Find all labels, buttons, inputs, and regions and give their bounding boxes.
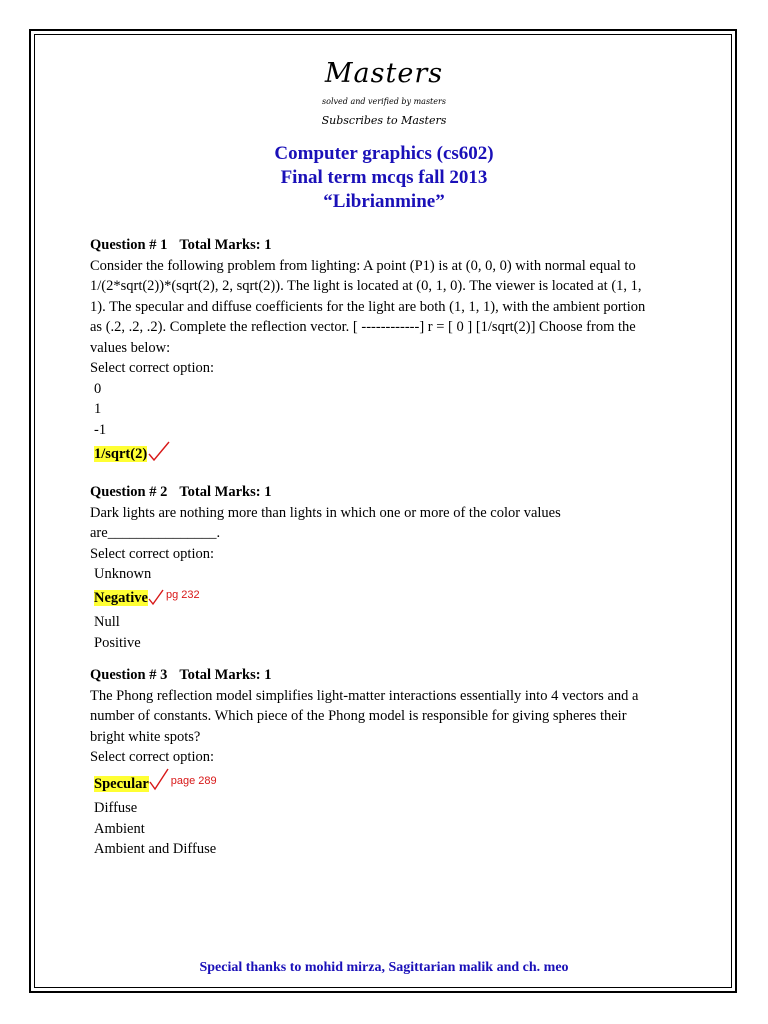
- question-2: [90, 482, 690, 653]
- question-marks: Total Marks: 1: [179, 237, 272, 253]
- option-correct: [90, 768, 690, 799]
- question-text-line: 1). The specular and diffuse coefficients for the light are both (1, 1, 1), with the ambient portion: [90, 298, 646, 315]
- question-text-line: values below:: [90, 339, 171, 356]
- option: Ambient: [94, 820, 145, 837]
- check-mark-icon: [148, 588, 164, 613]
- check-mark-icon: [147, 440, 171, 469]
- author-name: “Librianmine”: [323, 191, 445, 212]
- question-header: [90, 235, 690, 256]
- question-text-line: are_______________.: [90, 525, 221, 541]
- option: Positive: [94, 634, 141, 651]
- option: Unknown: [94, 566, 152, 582]
- question-text-line: The Phong reflection model simplifies light-matter interactions essentially into 4 vectors and a: [90, 687, 639, 704]
- question-number: Question # 3: [90, 667, 168, 683]
- page-reference-note: pg 232: [165, 588, 200, 601]
- question-3: [90, 665, 690, 860]
- question-marks: Total Marks: 1: [179, 484, 272, 500]
- option-correct: [90, 585, 690, 613]
- question-text-line: Consider the following problem from lighting: A point (P1) is at (0, 0, 0) with normal equal to: [90, 257, 636, 274]
- brand-subscribe-text: Subscribes to Masters: [321, 114, 447, 127]
- option: 1: [94, 401, 102, 417]
- option: Ambient and Diffuse: [94, 841, 217, 857]
- question-text-line: as (.2, .2, .2). Complete the reflection vector. [ ------------] r = [ 0 ] [1/sqrt(2)] Choose from the: [90, 319, 636, 335]
- course-title: Computer graphics (cs602): [274, 143, 494, 164]
- brand-subtitle: solved and verified by masters: [322, 97, 446, 106]
- exam-title: Final term mcqs fall 2013: [280, 167, 488, 188]
- question-1: [90, 235, 690, 469]
- select-prompt: Select correct option:: [90, 545, 215, 562]
- option: 0: [94, 380, 102, 397]
- footer-thanks: Special thanks to mohid mirza, Sagittarian malik and ch. meo: [199, 960, 569, 975]
- question-text-line: Dark lights are nothing more than lights in which one or more of the color values: [90, 504, 561, 521]
- question-number: Question # 1: [90, 237, 168, 253]
- option-correct: [90, 440, 690, 469]
- question-header: [90, 665, 690, 686]
- option: Null: [94, 614, 120, 630]
- option: -1: [94, 421, 107, 438]
- page-reference-note: page 289: [170, 774, 217, 787]
- check-mark-icon: [149, 768, 169, 799]
- question-number: Question # 2: [90, 484, 168, 500]
- question-text-line: 1/(2*sqrt(2))*(sqrt(2), 2, sqrt(2)). The light is located at (0, 1, 0). The viewer is located at (1, 1,: [90, 278, 642, 294]
- correct-answer: Negative: [94, 589, 148, 606]
- question-header: [90, 482, 690, 503]
- question-text-line: bright white spots?: [90, 728, 201, 745]
- select-prompt: Select correct option:: [90, 749, 215, 765]
- select-prompt: Select correct option:: [90, 360, 215, 376]
- question-marks: Total Marks: 1: [179, 667, 272, 683]
- option: Diffuse: [94, 800, 138, 816]
- question-text-line: number of constants. Which piece of the Phong model is responsible for giving spheres their: [90, 708, 627, 724]
- correct-answer: 1/sqrt(2): [94, 446, 148, 462]
- correct-answer: Specular: [94, 775, 149, 792]
- brand-title: Masters: [324, 58, 444, 89]
